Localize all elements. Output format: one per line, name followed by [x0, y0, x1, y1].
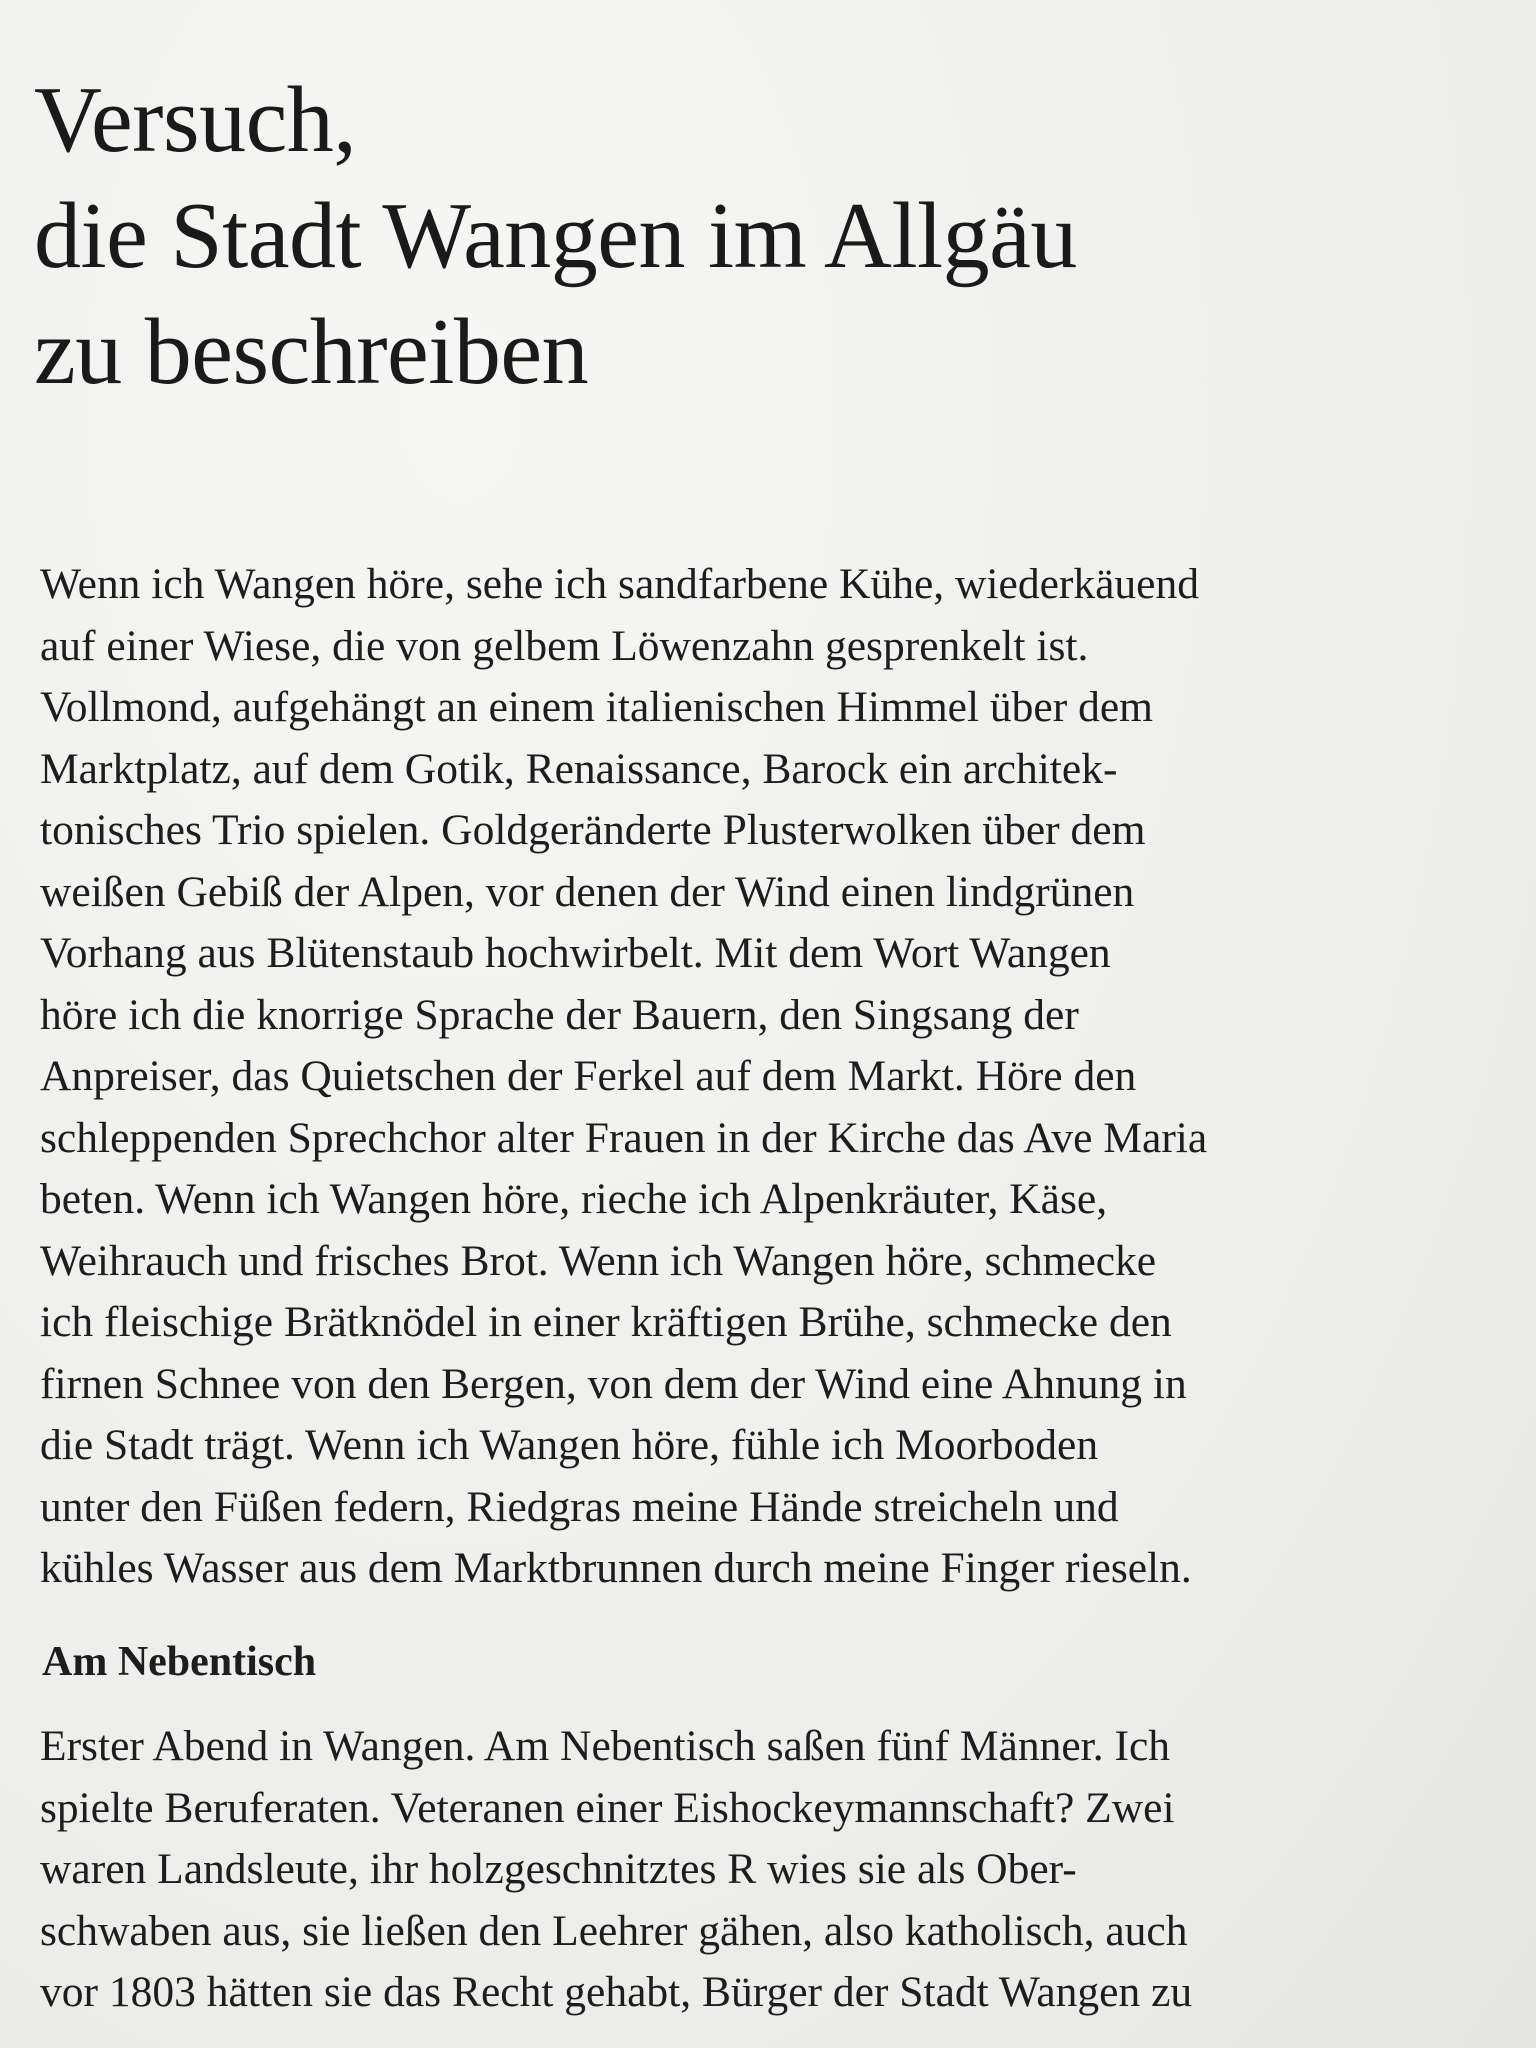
text-line: spielte Beruferaten. Veteranen einer Eishockeymannschaft? Zwei: [40, 1783, 1175, 1832]
text-line: weißen Gebiß der Alpen, vor denen der Wind einen lindgrünen: [40, 867, 1135, 916]
text-line: tonisches Trio spielen. Goldgeränderte Plusterwolken über dem: [40, 806, 1146, 854]
text-line: Weihrauch und frisches Brot. Wenn ich Wangen höre, schmecke: [40, 1236, 1157, 1285]
text-line: ich fleischige Brätknödel in einer kräftigen Brühe, schmecke den: [40, 1298, 1172, 1346]
text-line: die Stadt trägt. Wenn ich Wangen höre, fühle ich Moorboden: [40, 1421, 1099, 1469]
text-line: vor 1803 hätten sie das Recht gehabt, Bürger der Stadt Wangen zu: [40, 1968, 1193, 2016]
text-line: firnen Schnee von den Bergen, von dem der Wind eine Ahnung in: [40, 1359, 1187, 1408]
title-line: zu beschreiben: [34, 300, 589, 404]
text-line: Wenn ich Wangen höre, sehe ich sandfarbene Kühe, wiederkäuend: [40, 560, 1199, 608]
title-line: die Stadt Wangen im Allgäu: [34, 184, 1077, 288]
text-line: Marktplatz, auf dem Gotik, Renaissance, Barock ein architek-: [40, 744, 1118, 793]
text-line: waren Landsleute, ihr holzgeschnitztes R wies sie als Ober-: [40, 1845, 1077, 1893]
text-line: Vollmond, aufgehängt an einem italienischen Himmel über dem: [40, 683, 1153, 731]
text-line: Erster Abend in Wangen. Am Nebentisch saßen fünf Männer. Ich: [40, 1722, 1171, 1770]
text-line: beten. Wenn ich Wangen höre, rieche ich Alpenkräuter, Käse,: [40, 1175, 1108, 1223]
text-line: Vorhang aus Blütenstaub hochwirbelt. Mit dem Wort Wangen: [40, 929, 1111, 977]
text-line: Anpreiser, das Quietschen der Ferkel auf dem Markt. Höre den: [40, 1052, 1137, 1100]
text-line: unter den Füßen federn, Riedgras meine Hände streicheln und: [40, 1482, 1119, 1531]
chapter-title: [34, 62, 1077, 410]
paragraph-nebentisch: [40, 1716, 1510, 2024]
title-line: Versuch,: [34, 68, 357, 172]
text-line: schleppenden Sprechchor alter Frauen in der Kirche das Ave Maria: [40, 1113, 1208, 1162]
paragraph-intro: [40, 554, 1510, 1600]
text-line: kühles Wasser aus dem Marktbrunnen durch meine Finger rieseln.: [40, 1544, 1192, 1592]
text-line: auf einer Wiese, die von gelbem Löwenzahn gesprenkelt ist.: [40, 621, 1089, 670]
section-heading: Am Nebentisch: [42, 1639, 317, 1685]
text-line: höre ich die knorrige Sprache der Bauern, den Singsang der: [40, 990, 1079, 1039]
text-line: schwaben aus, sie ließen den Leehrer gähen, also katholisch, auch: [40, 1906, 1188, 1955]
